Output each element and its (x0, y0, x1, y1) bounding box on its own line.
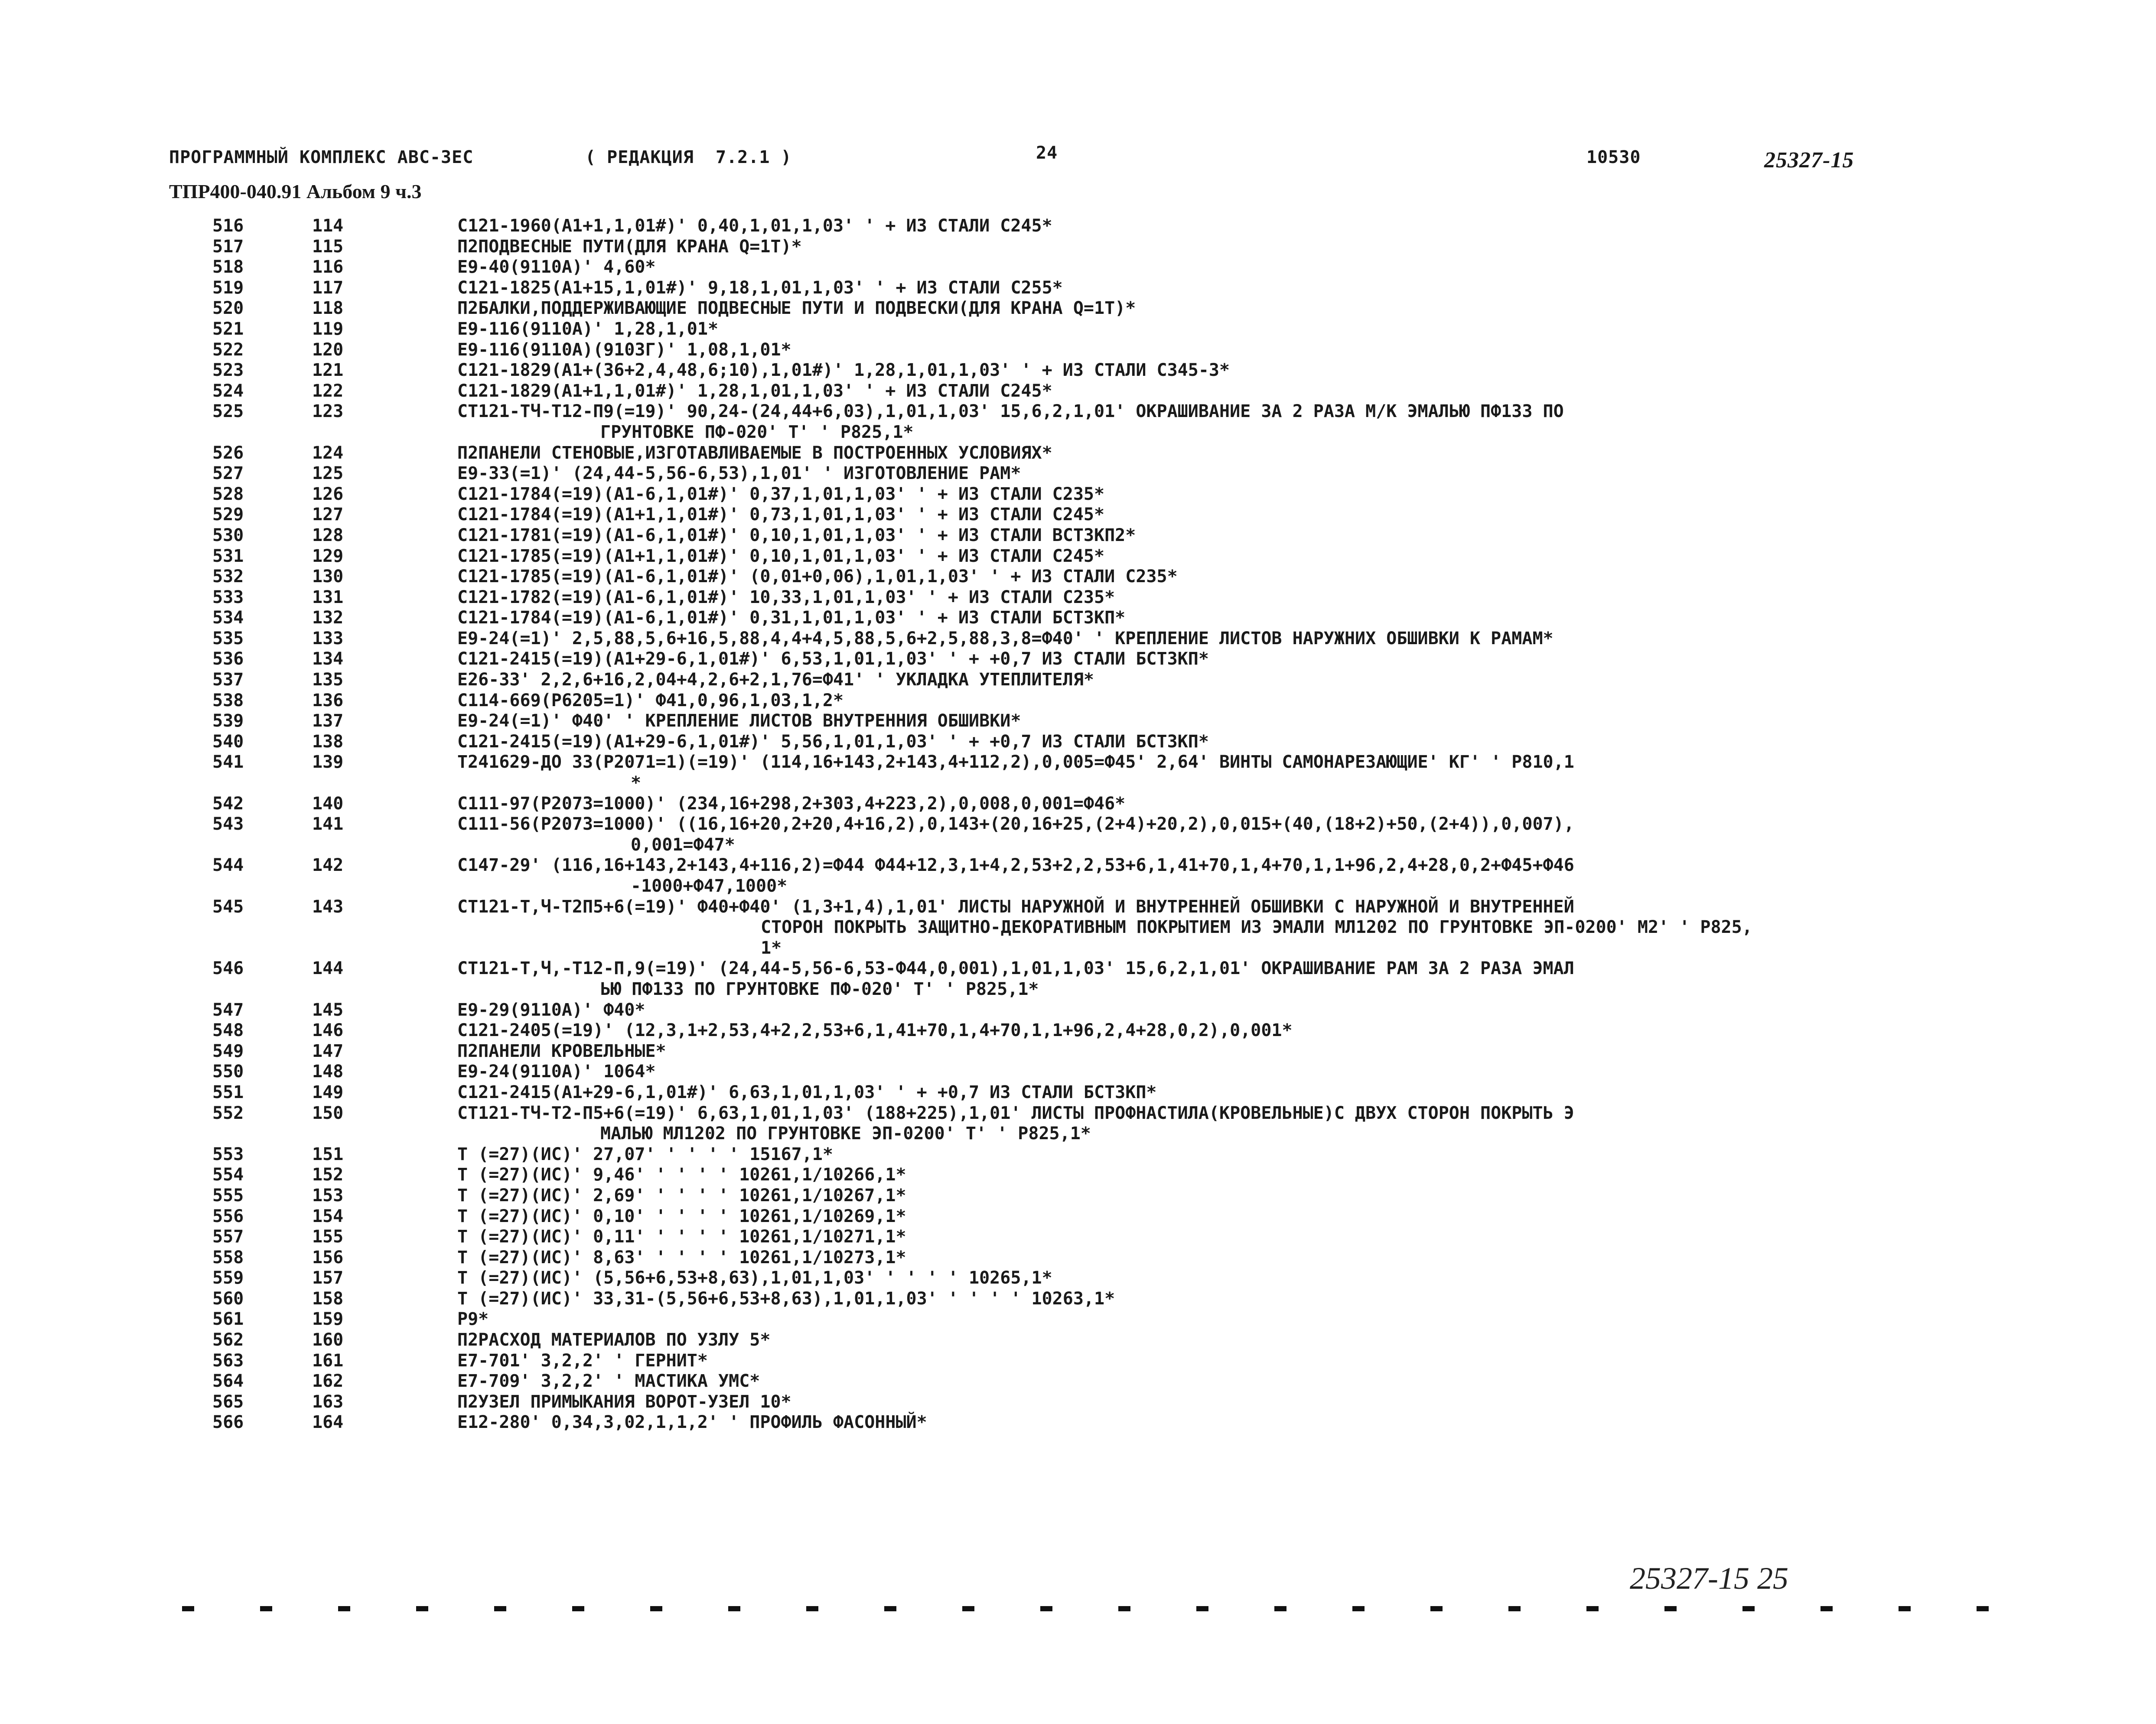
statement-line: С121-1782(=19)(А1-6,1,01#)' 10,33,1,01,1,03' ' + ИЗ СТАЛИ С235* (457, 587, 1115, 607)
line-number: 556 (212, 1206, 244, 1226)
listing-row (212, 855, 2120, 896)
sequence-number: 156 (312, 1247, 344, 1268)
sequence-number: 144 (312, 958, 344, 979)
sequence-number: 163 (312, 1392, 344, 1412)
statement-line: Т (=27)(ИС)' 2,69' ' ' ' ' 10261,1/10267,1* (457, 1185, 906, 1206)
statement-line: Т (=27)(ИС)' 9,46' ' ' ' ' 10261,1/10266,1* (457, 1165, 906, 1185)
statement-continuation: ГРУНТОВКЕ ПФ-020' Т' ' Р825,1* (600, 422, 914, 442)
statement-line: Е9-24(=1)' Ф40' ' КРЕПЛЕНИЕ ЛИСТОВ ВНУТРЕННИЯ ОБШИВКИ* (457, 711, 1021, 731)
sequence-number: 137 (312, 711, 344, 731)
dash-mark (1742, 1606, 1755, 1611)
statement-text (457, 1206, 2120, 1227)
dash-separator (182, 1606, 2024, 1615)
statement-line: Е7-701' 3,2,2' ' ГЕРНИТ* (457, 1350, 708, 1371)
dash-mark (1118, 1606, 1130, 1611)
dash-mark (884, 1606, 896, 1611)
statement-text (457, 1000, 2120, 1021)
sequence-number: 154 (312, 1206, 344, 1226)
statement-line: Т (=27)(ИС)' 8,63' ' ' ' ' 10261,1/10273,1* (457, 1247, 906, 1268)
dash-mark (1664, 1606, 1677, 1611)
dash-mark (1977, 1606, 1989, 1611)
line-number: 555 (212, 1185, 244, 1206)
listing-row (212, 1309, 2120, 1330)
line-number: 522 (212, 339, 244, 360)
dash-mark (650, 1606, 662, 1611)
line-number: 540 (212, 731, 244, 752)
sequence-number: 153 (312, 1185, 344, 1206)
dash-mark (1274, 1606, 1286, 1611)
listing-row (212, 1248, 2120, 1268)
statement-text (457, 525, 2120, 546)
sequence-number: 161 (312, 1350, 344, 1371)
statement-line: П2ПОДВЕСНЫЕ ПУТИ(ДЛЯ КРАНА Q=1Т)* (457, 236, 802, 257)
listing-row (212, 814, 2120, 855)
listing-row (212, 443, 2120, 464)
line-number: 518 (212, 257, 244, 277)
line-number: 561 (212, 1309, 244, 1330)
listing-row (212, 381, 2120, 402)
sequence-number: 145 (312, 1000, 344, 1020)
line-number: 553 (212, 1144, 244, 1164)
sequence-number: 125 (312, 463, 344, 484)
line-number: 539 (212, 711, 244, 731)
statement-continuation: 1* (761, 938, 782, 958)
statement-line: Е26-33' 2,2,6+16,2,04+4,2,6+2,1,76=Ф41' ' УКЛАДКА УТЕПЛИТЕЛЯ* (457, 670, 1094, 690)
sequence-number: 135 (312, 670, 344, 690)
statement-text (457, 1289, 2120, 1310)
statement-line: Р9* (457, 1309, 489, 1330)
dash-mark (572, 1606, 584, 1611)
dash-mark (416, 1606, 428, 1611)
listing-row (212, 1412, 2120, 1433)
statement-line: СТ121-ТЧ-Т12-П9(=19)' 90,24-(24,44+6,03),1,01,1,03' 15,6,2,1,01' ОКРАШИВАНИЕ ЗА 2 РАЗА М/К ЭМАЛЬЮ ПФ133 ПО (457, 401, 1564, 422)
statement-text (457, 670, 2120, 691)
statement-text (457, 1165, 2120, 1186)
listing-row (212, 463, 2120, 484)
statement-line: С114-669(Р6205=1)' Ф41,0,96,1,03,1,2* (457, 690, 844, 710)
listing-row (212, 525, 2120, 546)
listing-row (212, 1227, 2120, 1248)
dash-mark (494, 1606, 506, 1611)
line-number: 559 (212, 1268, 244, 1288)
sequence-number: 132 (312, 608, 344, 628)
line-number: 536 (212, 649, 244, 669)
listing-row (212, 897, 2120, 959)
listing-row (212, 670, 2120, 691)
sequence-number: 140 (312, 793, 344, 814)
listing-row (212, 1289, 2120, 1310)
line-number: 543 (212, 814, 244, 834)
listing-row (212, 237, 2120, 257)
dash-mark (962, 1606, 974, 1611)
line-number: 531 (212, 546, 244, 566)
statement-text (457, 1227, 2120, 1248)
statement-text (457, 237, 2120, 257)
statement-line: Т241629-ДО 33(Р2071=1)(=19)' (114,16+143,2+143,4+112,2),0,005=Ф45' 2,64' ВИНТЫ САМОНАРЕЗАЮЩИЕ' КГ' ' Р810,1 (457, 752, 1574, 772)
line-number: 557 (212, 1227, 244, 1247)
line-number: 541 (212, 752, 244, 772)
statement-text (457, 649, 2120, 670)
dash-mark (1821, 1606, 1833, 1611)
dash-mark (338, 1606, 350, 1611)
handwritten-note: 25327-15 25 (1630, 1561, 1788, 1596)
line-number: 528 (212, 484, 244, 504)
statement-text (457, 257, 2120, 278)
statement-text (457, 608, 2120, 629)
sequence-number: 141 (312, 814, 344, 834)
statement-text (457, 794, 2120, 815)
listing-row (212, 278, 2120, 299)
listing-table (212, 216, 2120, 1433)
sequence-number: 157 (312, 1268, 344, 1288)
dash-mark (806, 1606, 818, 1611)
line-number: 519 (212, 277, 244, 298)
listing-row (212, 732, 2120, 753)
listing-row (212, 1330, 2120, 1351)
listing-row (212, 1041, 2120, 1062)
statement-text (457, 1082, 2120, 1103)
line-number: 563 (212, 1350, 244, 1371)
line-number: 516 (212, 216, 244, 236)
sequence-number: 122 (312, 381, 344, 401)
statement-text (457, 1103, 2120, 1144)
sequence-number: 126 (312, 484, 344, 504)
statement-text (457, 340, 2120, 361)
line-number: 535 (212, 628, 244, 649)
dash-mark (260, 1606, 272, 1611)
listing-row (212, 546, 2120, 567)
statement-line: С111-56(Р2073=1000)' ((16,16+20,2+20,4+16,2),0,143+(20,16+25,(2+4)+20,2),0,015+(40,(18+2)+50,(2+4)),0,007), (457, 814, 1574, 834)
statement-line: Т (=27)(ИС)' 33,31-(5,56+6,53+8,63),1,01,1,03' ' ' ' ' 10263,1* (457, 1288, 1115, 1309)
line-number: 552 (212, 1103, 244, 1123)
listing-row (212, 958, 2120, 1000)
listing-row (212, 319, 2120, 340)
line-number: 551 (212, 1082, 244, 1102)
listing-row (212, 401, 2120, 443)
statement-line: П2БАЛКИ,ПОДДЕРЖИВАЮЩИЕ ПОДВЕСНЫЕ ПУТИ И ПОДВЕСКИ(ДЛЯ КРАНА Q=1Т)* (457, 298, 1136, 319)
doc-number: 25327-15 (1764, 148, 1854, 173)
sequence-number: 155 (312, 1227, 344, 1247)
statement-line: С121-1784(=19)(А1+1,1,01#)' 0,73,1,01,1,03' ' + ИЗ СТАЛИ С245* (457, 505, 1105, 525)
sequence-number: 146 (312, 1020, 344, 1041)
sequence-number: 133 (312, 628, 344, 649)
dash-mark (1352, 1606, 1365, 1611)
statement-text (457, 691, 2120, 711)
listing-row (212, 1103, 2120, 1144)
listing-row (212, 794, 2120, 815)
statement-text (457, 814, 2120, 855)
statement-line: П2ПАНЕЛИ КРОВЕЛЬНЫЕ* (457, 1041, 666, 1061)
listing-row (212, 216, 2120, 237)
sequence-number: 136 (312, 690, 344, 710)
statement-line: С121-2415(А1+29-6,1,01#)' 6,63,1,01,1,03' ' + +0,7 ИЗ СТАЛИ БСТ3КП* (457, 1082, 1157, 1102)
statement-text (457, 855, 2120, 896)
statement-line: С121-1825(А1+15,1,01#)' 9,18,1,01,1,03' ' + ИЗ СТАЛИ С255* (457, 277, 1063, 298)
statement-line: Е9-40(9110А)' 4,60* (457, 257, 656, 277)
sequence-number: 127 (312, 505, 344, 525)
line-number: 545 (212, 896, 244, 917)
listing-row (212, 1371, 2120, 1392)
statement-line: С121-1785(=19)(А1+1,1,01#)' 0,10,1,01,1,03' ' + ИЗ СТАЛИ С245* (457, 546, 1105, 566)
sequence-number: 130 (312, 567, 344, 587)
statement-line: С111-97(Р2073=1000)' (234,16+298,2+303,4+223,2),0,008,0,001=Ф46* (457, 793, 1126, 814)
dash-mark (728, 1606, 740, 1611)
line-number: 565 (212, 1392, 244, 1412)
line-number: 542 (212, 793, 244, 814)
line-number: 544 (212, 855, 244, 876)
listing-row (212, 752, 2120, 793)
listing-row (212, 587, 2120, 608)
listing-row (212, 1351, 2120, 1372)
line-number: 538 (212, 690, 244, 710)
sequence-number: 121 (312, 360, 344, 381)
statement-text (457, 463, 2120, 484)
statement-text (457, 567, 2120, 587)
statement-line: Е9-24(=1)' 2,5,88,5,6+16,5,88,4,4+4,5,88,5,6+2,5,88,3,8=Ф40' ' КРЕПЛЕНИЕ ЛИСТОВ НАРУЖНИХ ОБШИВКИ К РАМАМ* (457, 628, 1553, 649)
statement-line: Т (=27)(ИС)' 27,07' ' ' ' ' 15167,1* (457, 1144, 833, 1164)
listing-row (212, 711, 2120, 732)
dash-mark (182, 1606, 194, 1611)
sequence-number: 124 (312, 443, 344, 463)
listing-row (212, 1062, 2120, 1082)
statement-line: С121-2405(=19)' (12,3,1+2,53,4+2,2,53+6,1,41+70,1,4+70,1,1+96,2,4+28,0,2),0,001* (457, 1020, 1293, 1041)
sequence-number: 117 (312, 277, 344, 298)
statement-line: Е9-33(=1)' (24,44-5,56-6,53),1,01' ' ИЗГОТОВЛЕНИЕ РАМ* (457, 463, 1021, 484)
sequence-number: 152 (312, 1165, 344, 1185)
statement-line: П2ПАНЕЛИ СТЕНОВЫЕ,ИЗГОТАВЛИВАЕМЫЕ В ПОСТРОЕННЫХ УСЛОВИЯХ* (457, 443, 1052, 463)
statement-text (457, 897, 2120, 959)
statement-continuation: * (631, 773, 642, 793)
line-number: 554 (212, 1165, 244, 1185)
sequence-number: 149 (312, 1082, 344, 1102)
listing-row (212, 298, 2120, 319)
statement-text (457, 546, 2120, 567)
sequence-number: 120 (312, 339, 344, 360)
line-number: 550 (212, 1062, 244, 1082)
statement-line: С121-1784(=19)(А1-6,1,01#)' 0,31,1,01,1,03' ' + ИЗ СТАЛИ БСТ3КП* (457, 608, 1126, 628)
listing-row (212, 1000, 2120, 1021)
listing-row (212, 1020, 2120, 1041)
edition-label: ( РЕДАКЦИЯ 7.2.1 ) (585, 147, 792, 167)
listing-row (212, 1206, 2120, 1227)
statement-text (457, 1144, 2120, 1165)
sequence-number: 142 (312, 855, 344, 876)
statement-continuation: ЬЮ ПФ133 ПО ГРУНТОВКЕ ПФ-020' Т' ' Р825,1* (600, 979, 1039, 999)
statement-text (457, 319, 2120, 340)
line-number: 566 (212, 1412, 244, 1433)
statement-line: Т (=27)(ИС)' 0,11' ' ' ' ' 10261,1/10271,1* (457, 1227, 906, 1247)
statement-line: П2РАСХОД МАТЕРИАЛОВ ПО УЗЛУ 5* (457, 1330, 771, 1350)
sequence-number: 114 (312, 216, 344, 236)
listing-row (212, 1186, 2120, 1206)
sequence-number: 128 (312, 525, 344, 545)
dash-mark (1430, 1606, 1443, 1611)
statement-line: Е9-24(9110А)' 1064* (457, 1062, 656, 1082)
listing-row (212, 1082, 2120, 1103)
statement-text (457, 958, 2120, 1000)
statement-line: С121-1829(А1+1,1,01#)' 1,28,1,01,1,03' ' + ИЗ СТАЛИ С245* (457, 381, 1052, 401)
statement-text (457, 752, 2120, 793)
statement-text (457, 278, 2120, 299)
line-number: 525 (212, 401, 244, 422)
listing-row (212, 567, 2120, 587)
statement-text (457, 360, 2120, 381)
statement-text (457, 1330, 2120, 1351)
listing-row (212, 691, 2120, 711)
dash-mark (1586, 1606, 1599, 1611)
statement-line: С121-1781(=19)(А1-6,1,01#)' 0,10,1,01,1,03' ' + ИЗ СТАЛИ ВСТ3КП2* (457, 525, 1136, 545)
statement-text (457, 629, 2120, 649)
statement-line: С121-1960(А1+1,1,01#)' 0,40,1,01,1,03' ' + ИЗ СТАЛИ С245* (457, 216, 1052, 236)
statement-text (457, 732, 2120, 753)
code-label: 10530 (1586, 147, 1641, 167)
sequence-number: 129 (312, 546, 344, 566)
statement-line: С121-2415(=19)(А1+29-6,1,01#)' 6,53,1,01,1,03' ' + +0,7 ИЗ СТАЛИ БСТ3КП* (457, 649, 1209, 669)
statement-text (457, 443, 2120, 464)
line-number: 562 (212, 1330, 244, 1350)
line-number: 564 (212, 1371, 244, 1392)
statement-text (457, 1412, 2120, 1433)
listing-row (212, 484, 2120, 505)
statement-line: Е9-29(9110А)' Ф40* (457, 1000, 645, 1020)
statement-line: СТ121-Т,Ч-Т2П5+6(=19)' Ф40+Ф40' (1,3+1,4),1,01' ЛИСТЫ НАРУЖНОЙ И ВНУТРЕННЕЙ ОБШИВКИ С НАРУЖНОЙ И ВНУТРЕННЕЙ (457, 896, 1574, 917)
listing-row (212, 608, 2120, 629)
listing-row (212, 629, 2120, 649)
line-number: 527 (212, 463, 244, 484)
statement-line: С121-1785(=19)(А1-6,1,01#)' (0,01+0,06),1,01,1,03' ' + ИЗ СТАЛИ С235* (457, 567, 1178, 587)
line-number: 523 (212, 360, 244, 381)
statement-text (457, 298, 2120, 319)
sequence-number: 159 (312, 1309, 344, 1330)
line-number: 520 (212, 298, 244, 319)
statement-text (457, 1186, 2120, 1206)
statement-text (457, 216, 2120, 237)
line-number: 532 (212, 567, 244, 587)
listing-row (212, 1165, 2120, 1186)
statement-line: Е7-709' 3,2,2' ' МАСТИКА УМС* (457, 1371, 760, 1392)
dash-mark (1899, 1606, 1911, 1611)
line-number: 521 (212, 319, 244, 339)
sequence-number: 116 (312, 257, 344, 277)
line-number: 549 (212, 1041, 244, 1061)
statement-line: Е9-116(9110А)(9103Г)' 1,08,1,01* (457, 339, 791, 360)
dash-mark (1196, 1606, 1208, 1611)
statement-line: Т (=27)(ИС)' 0,10' ' ' ' ' 10261,1/10269,1* (457, 1206, 906, 1226)
statement-text (457, 1020, 2120, 1041)
line-number: 560 (212, 1288, 244, 1309)
program-title: ПРОГРАММНЫЙ КОМПЛЕКС АВС-3ЕС (169, 147, 474, 167)
line-number: 546 (212, 958, 244, 979)
statement-text (457, 401, 2120, 443)
statement-text (457, 1268, 2120, 1289)
statement-line: С147-29' (116,16+143,2+143,4+116,2)=Ф44 Ф44+12,3,1+4,2,53+2,2,53+6,1,41+70,1,4+70,1,1+96,2,4+28,0,2+Ф45+Ф46 (457, 855, 1574, 876)
statement-line: Т (=27)(ИС)' (5,56+6,53+8,63),1,01,1,03' ' ' ' ' 10265,1* (457, 1268, 1052, 1288)
sequence-number: 119 (312, 319, 344, 339)
listing-row (212, 340, 2120, 361)
line-number: 547 (212, 1000, 244, 1020)
album-subheader: ТПР400-040.91 Альбом 9 ч.3 (169, 180, 422, 202)
sequence-number: 158 (312, 1288, 344, 1309)
sequence-number: 134 (312, 649, 344, 669)
statement-text (457, 1248, 2120, 1268)
statement-text (457, 381, 2120, 402)
statement-text (457, 1062, 2120, 1082)
line-number: 526 (212, 443, 244, 463)
line-number: 530 (212, 525, 244, 545)
statement-text (457, 1041, 2120, 1062)
dash-mark (1040, 1606, 1052, 1611)
line-number: 517 (212, 236, 244, 257)
sequence-number: 160 (312, 1330, 344, 1350)
sequence-number: 115 (312, 236, 344, 257)
statement-line: СТ121-Т,Ч,-Т12-П,9(=19)' (24,44-5,56-6,53-Ф44,0,001),1,01,1,03' 15,6,2,1,01' ОКРАШИВАНИЕ РАМ ЗА 2 РАЗА ЭМАЛ (457, 958, 1574, 979)
statement-text (457, 1392, 2120, 1413)
statement-line: Е12-280' 0,34,3,02,1,1,2' ' ПРОФИЛЬ ФАСОННЫЙ* (457, 1412, 927, 1433)
sequence-number: 147 (312, 1041, 344, 1061)
line-number: 537 (212, 670, 244, 690)
line-number: 524 (212, 381, 244, 401)
page-header (0, 143, 2156, 173)
sequence-number: 131 (312, 587, 344, 607)
statement-continuation: -1000+Ф47,1000* (631, 876, 788, 896)
line-number: 533 (212, 587, 244, 607)
sequence-number: 164 (312, 1412, 344, 1433)
statement-continuation: МАЛЬЮ МЛ1202 ПО ГРУНТОВКЕ ЭП-0200' Т' ' Р825,1* (600, 1124, 1091, 1144)
statement-text (457, 1309, 2120, 1330)
sequence-number: 148 (312, 1062, 344, 1082)
listing-row (212, 360, 2120, 381)
statement-continuation: СТОРОН ПОКРЫТЬ ЗАЩИТНО-ДЕКОРАТИВНЫМ ПОКРЫТИЕМ ИЗ ЭМАЛИ МЛ1202 ПО ГРУНТОВКЕ ЭП-0200' М2' ' Р825, (761, 917, 1752, 938)
statement-line: П2УЗЕЛ ПРИМЫКАНИЯ ВОРОТ-УЗЕЛ 10* (457, 1392, 791, 1412)
statement-line: С121-1829(А1+(36+2,4,48,6;10),1,01#)' 1,28,1,01,1,03' ' + ИЗ СТАЛИ С345-3* (457, 360, 1230, 381)
sequence-number: 123 (312, 401, 344, 422)
statement-line: Е9-116(9110А)' 1,28,1,01* (457, 319, 719, 339)
line-number: 558 (212, 1247, 244, 1268)
listing-row (212, 649, 2120, 670)
sequence-number: 139 (312, 752, 344, 772)
statement-text (457, 1351, 2120, 1372)
listing-row (212, 505, 2120, 525)
statement-text (457, 484, 2120, 505)
statement-continuation: 0,001=Ф47* (631, 834, 735, 855)
statement-text (457, 587, 2120, 608)
statement-text (457, 1371, 2120, 1392)
sequence-number: 118 (312, 298, 344, 319)
line-number: 534 (212, 608, 244, 628)
sequence-number: 150 (312, 1103, 344, 1123)
statement-line: С121-2415(=19)(А1+29-6,1,01#)' 5,56,1,01,1,03' ' + +0,7 ИЗ СТАЛИ БСТ3КП* (457, 731, 1209, 752)
page-number: 24 (1036, 143, 1058, 163)
statement-line: СТ121-ТЧ-Т2-П5+6(=19)' 6,63,1,01,1,03' (188+225),1,01' ЛИСТЫ ПРОФНАСТИЛА(КРОВЕЛЬНЫЕ)С ДВУХ СТОРОН ПОКРЫТЬ Э (457, 1103, 1574, 1123)
sequence-number: 162 (312, 1371, 344, 1392)
listing-row (212, 1268, 2120, 1289)
line-number: 529 (212, 505, 244, 525)
sequence-number: 143 (312, 896, 344, 917)
statement-line: С121-1784(=19)(А1-6,1,01#)' 0,37,1,01,1,03' ' + ИЗ СТАЛИ С235* (457, 484, 1105, 504)
listing-row (212, 257, 2120, 278)
statement-text (457, 505, 2120, 525)
dash-mark (1508, 1606, 1521, 1611)
listing-row (212, 1392, 2120, 1413)
line-number: 548 (212, 1020, 244, 1041)
sequence-number: 151 (312, 1144, 344, 1164)
statement-text (457, 711, 2120, 732)
listing-row (212, 1144, 2120, 1165)
sequence-number: 138 (312, 731, 344, 752)
